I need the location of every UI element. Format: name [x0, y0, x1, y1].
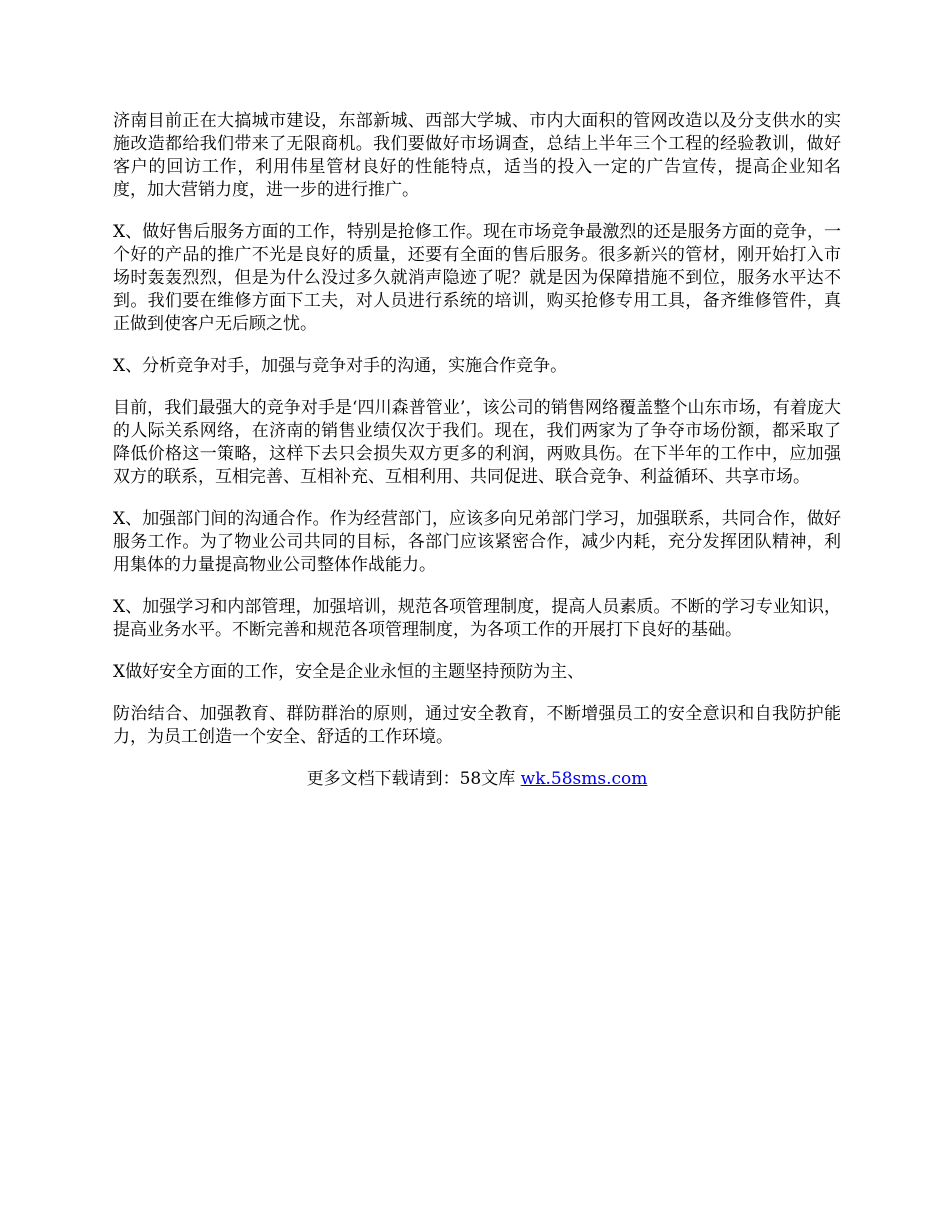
paragraph-5: X、加强部门间的沟通合作。作为经营部门，应该多向兄弟部门学习，加强联系，共同合作，做好服务工作。为了物业公司共同的目标，各部门应该紧密合作，减少内耗，充分发挥团队精神，利用集体的力量提高物业公司整体作战能力。 — [113, 509, 841, 575]
paragraph-4: 目前，我们最强大的竞争对手是‘四川森普管业’，该公司的销售网络覆盖整个山东市场，有着庞大的人际关系网络，在济南的销售业绩仅次于我们。现在，我们两家为了争夺市场份额，都采取了降低价格这一策略，这样下去只会损失双方更多的利润，两败具伤。在下半年的工作中，应加强双方的联系，互相完善、互相补充、互相利用、共同促进、联合竞争、利益循环、共享市场。 — [113, 398, 841, 487]
document-page — [113, 110, 841, 791]
paragraph-6: X、加强学习和内部管理，加强培训，规范各项管理制度，提高人员素质。不断的学习专业知识，提高业务水平。不断完善和规范各项管理制度，为各项工作的开展打下良好的基础。 — [113, 597, 841, 640]
paragraph-3: X、分析竞争对手，加强与竞争对手的沟通，实施合作竞争。 — [113, 356, 568, 376]
paragraph-7: X做好安全方面的工作，安全是企业永恒的主题坚持预防为主、 — [113, 662, 585, 682]
footer-link[interactable]: wk.58sms.com — [520, 769, 648, 789]
paragraph-8: 防治结合、加强教育、群防群治的原则，通过安全教育，不断增强员工的安全意识和自我防护能力，为员工创造一个安全、舒适的工作环境。 — [113, 704, 841, 747]
download-footer — [113, 768, 841, 791]
paragraph-2: X、做好售后服务方面的工作，特别是抢修工作。现在市场竞争最激烈的还是服务方面的竞争，一个好的产品的推广不光是良好的质量，还要有全面的售后服务。很多新兴的管材，刚开始打入市场时轰轰烈烈，但是为什么没过多久就消声隐迹了呢？就是因为保障措施不到位，服务水平达不到。我们要在维修方面下工夫，对人员进行系统的培训，购买抢修专用工具，备齐维修管件，真正做到使客户无后顾之忧。 — [113, 222, 841, 334]
footer-text: 更多文档下载请到：58文库 — [306, 769, 521, 789]
paragraph-1: 济南目前正在大搞城市建设，东部新城、西部大学城、市内大面积的管网改造以及分支供水的实施改造都给我们带来了无限商机。我们要做好市场调查，总结上半年三个工程的经验教训，做好客户的回访工作，利用伟星管材良好的性能特点，适当的投入一定的广告宣传，提高企业知名度，加大营销力度，进一步的进行推广。 — [113, 111, 841, 200]
